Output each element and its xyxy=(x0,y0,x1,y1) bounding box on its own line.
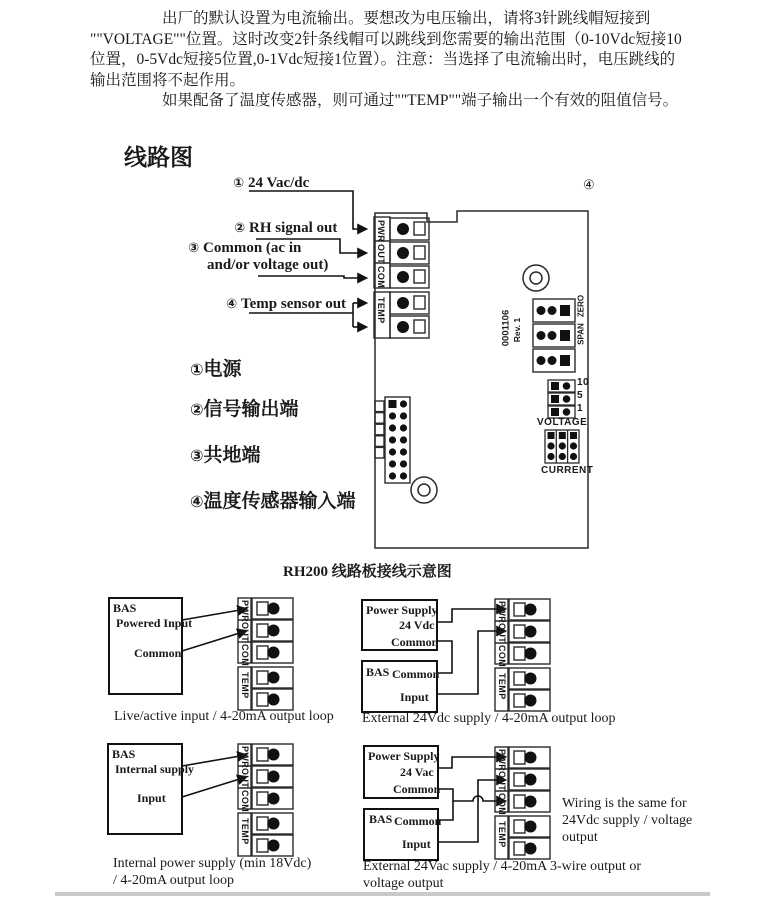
zero-span-jumpers xyxy=(533,299,575,372)
terminal-label-temp: TEMP xyxy=(240,818,250,845)
intro-line: ""VOLTAGE""位置。这时改变2针条线帽可以跳线到您需要的输出范围（0-10Vdc短接10 xyxy=(90,30,682,48)
box-line: 24 Vac xyxy=(400,765,434,779)
example-caption: External 24Vac supply / 4-20mA 3-wire output or xyxy=(363,859,642,874)
legend-label: 电源 xyxy=(203,359,242,380)
bas-box-title: BAS xyxy=(113,601,137,615)
callout-rh-signal xyxy=(234,220,337,237)
note-line: output xyxy=(562,830,598,845)
range-10-label: 10 xyxy=(577,377,590,388)
box-line: Common xyxy=(134,646,182,660)
corner-reference: ④ xyxy=(583,177,595,192)
box-line: Common xyxy=(393,782,441,796)
intro-line: 位置，0-5Vdc短接5位置,0-1Vdc短接1位置）。注意：当选择了电流输出时，电压跳线的 xyxy=(90,51,676,68)
bas-box-title: BAS xyxy=(369,812,393,826)
callout-number: ③ xyxy=(188,241,200,256)
bas-box-title: BAS xyxy=(366,665,390,679)
callout-number: ④ xyxy=(226,297,238,312)
callout-power xyxy=(233,175,309,192)
zero-jumper-label: ZERO xyxy=(576,294,586,318)
box-line: Input xyxy=(137,791,166,805)
example-caption: Live/active input / 4-20mA output loop xyxy=(114,709,334,724)
legend-signal-out xyxy=(190,394,299,421)
page-edge-shadow xyxy=(55,892,710,896)
callout-label: 24 Vac/dc xyxy=(248,175,310,191)
voltage-jumpers xyxy=(548,380,575,418)
terminal-label-out: OUT xyxy=(240,768,250,789)
note-line: Wiring is the same for xyxy=(562,796,687,811)
range-1-label: 1 xyxy=(577,403,584,414)
mounting-holes xyxy=(411,265,549,503)
current-jumper-label: CURRENT xyxy=(541,465,594,476)
legend-label: 共地端 xyxy=(203,445,261,466)
callout-label: and/or voltage out) xyxy=(207,257,329,273)
terminal-label-com: COM xyxy=(240,790,250,813)
legend-number: ③ xyxy=(190,446,204,465)
terminal-label-out: OUT xyxy=(240,622,250,643)
board-rev: Rev. 1 xyxy=(512,317,522,343)
legend-power xyxy=(190,354,242,381)
terminal-label-pwr: PWR xyxy=(497,601,507,624)
terminal-label-pwr: PWR xyxy=(497,749,507,772)
terminal-label-temp: TEMP xyxy=(240,672,250,699)
legend-number: ④ xyxy=(190,492,204,511)
terminal-label-pwr: PWR xyxy=(240,600,250,623)
bas-box-title: BAS xyxy=(112,747,136,761)
board-caption: RH200 线路板接线示意图 xyxy=(283,564,452,580)
terminal-label-pwr: PWR xyxy=(376,220,386,243)
example-caption: voltage output xyxy=(363,876,444,891)
box-line: Input xyxy=(400,690,429,704)
terminal-label-out: OUT xyxy=(376,244,386,265)
callout-temp-sensor xyxy=(226,296,346,313)
terminal-label-pwr: PWR xyxy=(240,746,250,769)
legend-number: ② xyxy=(190,400,204,419)
current-jumper xyxy=(545,430,579,463)
voltage-jumper-label: VOLTAGE xyxy=(537,417,588,428)
legend-temp-input xyxy=(190,486,356,513)
terminal-label-out: OUT xyxy=(497,623,507,644)
legend-label: 信号输出端 xyxy=(203,399,299,420)
callout-common xyxy=(188,240,328,274)
legend-label: 温度传感器输入端 xyxy=(203,491,356,512)
note-line: 24Vdc supply / voltage xyxy=(562,813,693,828)
box-line: Powered Input xyxy=(116,616,193,630)
terminal-label-com: COM xyxy=(497,645,507,668)
box-line: 24 Vdc xyxy=(399,618,435,632)
callout-label: Temp sensor out xyxy=(241,296,347,312)
intro-line: 如果配备了温度传感器，则可通过""TEMP""端子输出一个有效的阻值信号。 xyxy=(162,92,679,109)
example-caption: / 4-20mA output loop xyxy=(113,873,234,888)
power-supply-box-title: Power Supply xyxy=(366,603,438,617)
intro-line: 出厂的默认设置为电流输出。要想改为电压输出，请将3针跳线帽短接到 xyxy=(162,10,651,27)
intro-line: 输出范围将不起作用。 xyxy=(90,71,246,89)
pin-header xyxy=(375,397,410,483)
terminal-label-temp: TEMP xyxy=(376,297,386,324)
example-caption: External 24Vdc supply / 4-20mA output loop xyxy=(362,711,616,726)
terminal-label-com: COM xyxy=(240,644,250,667)
wiring-note xyxy=(562,795,692,846)
section-heading: 线路图 xyxy=(124,145,193,170)
box-line: Common xyxy=(391,635,439,649)
box-line: Common xyxy=(392,667,440,681)
box-line: Internal supply xyxy=(115,762,195,776)
callout-number: ② xyxy=(234,221,246,236)
power-supply-box-title: Power Supply xyxy=(368,749,440,763)
intro-paragraph xyxy=(90,9,690,112)
terminal-label-out: OUT xyxy=(497,771,507,792)
span-jumper-label: SPAN xyxy=(576,323,586,345)
terminal-label-temp: TEMP xyxy=(497,673,507,700)
range-5-label: 5 xyxy=(577,390,584,401)
terminal-label-com: COM xyxy=(376,266,386,289)
box-line: Common xyxy=(394,814,442,828)
terminal-label-com: COM xyxy=(497,793,507,816)
legend-number: ① xyxy=(190,360,204,379)
callout-label: RH signal out xyxy=(249,220,338,236)
callout-number: ① xyxy=(233,176,245,191)
example-caption: Internal power supply (min 18Vdc) xyxy=(113,856,312,871)
board-id: 0001106 xyxy=(500,309,512,347)
box-line: Input xyxy=(402,837,431,851)
terminal-label-temp: TEMP xyxy=(497,821,507,848)
callout-label: Common (ac in xyxy=(203,240,302,256)
legend-common xyxy=(190,440,261,467)
